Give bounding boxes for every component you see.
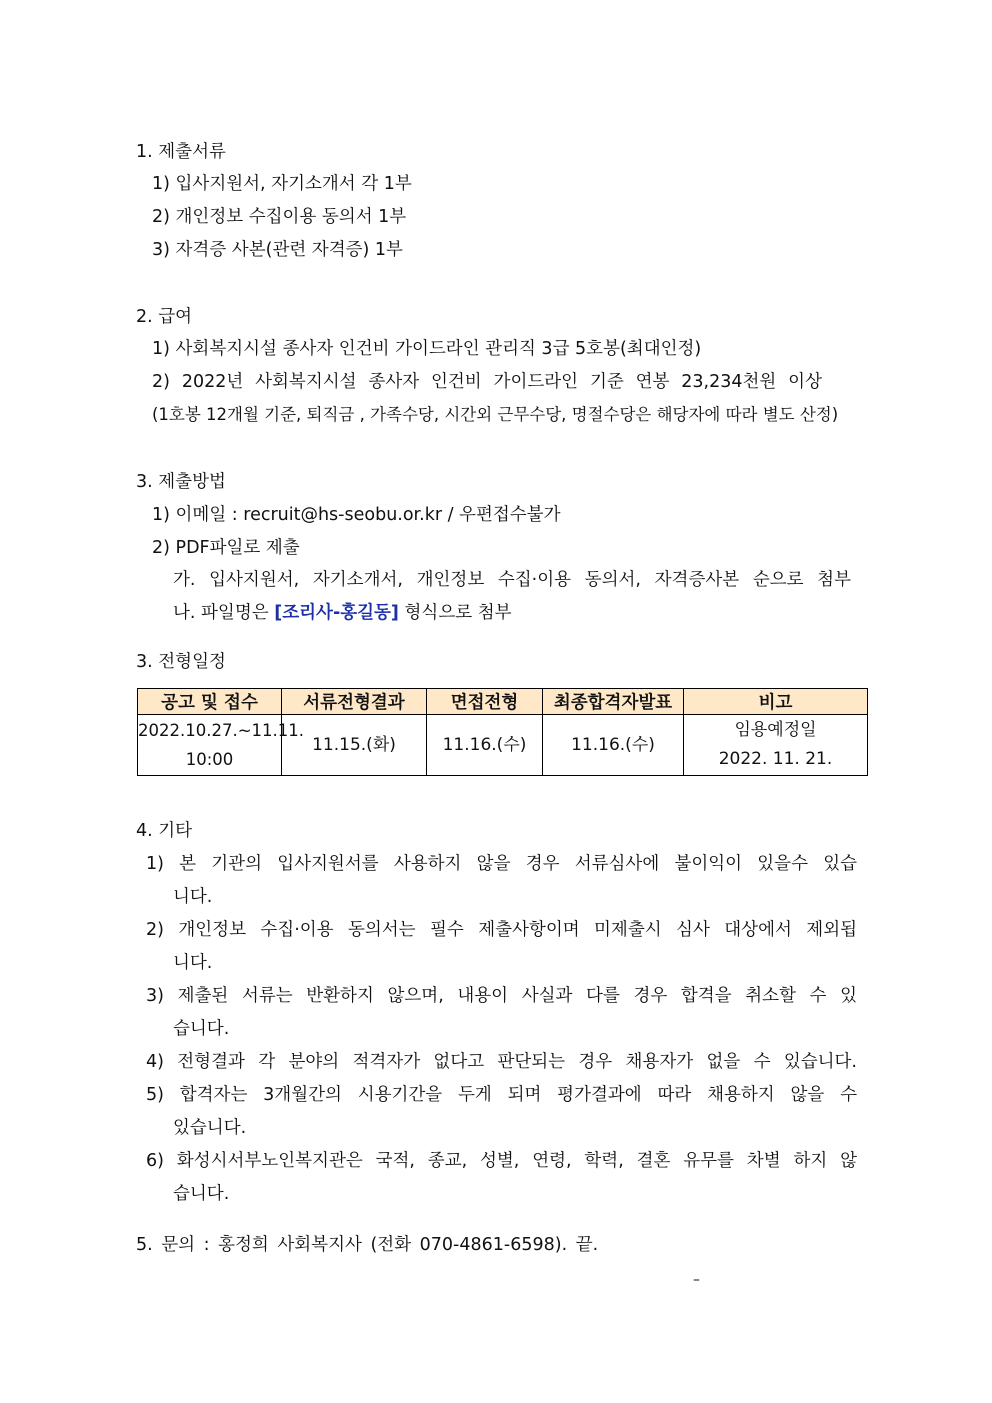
schedule-table: [137, 688, 868, 776]
list-item-continuation: 니다.: [173, 887, 213, 907]
list-item: 5) 합격자는 3개월간의 시용기간을 두게 되며 평가결과에 따라 채용하지 않을 수: [146, 1085, 857, 1105]
list-item: 4) 전형결과 각 분야의 적격자가 없다고 판단되는 경우 채용자가 없을 수 있습니다.: [146, 1052, 857, 1072]
filename-format: [조리사-홍길동]: [274, 603, 399, 623]
table-cell: [684, 715, 868, 776]
sub-item-ga: 가. 입사지원서, 자기소개서, 개인정보 수집·이용 동의서, 자격증사본 순으로 첨부: [173, 570, 851, 590]
contact-line: 5. 문의 : 홍정희 사회복지사 (전화 070-4861-6598). 끝.: [136, 1235, 599, 1255]
column-header: 최종합격자발표: [543, 689, 684, 715]
cell-line: 10:00: [185, 750, 234, 769]
column-header: 서류전형결과: [282, 689, 427, 715]
table-cell: 11.16.(수): [427, 715, 543, 776]
section-heading-submission-method: 3. 제출방법: [136, 472, 226, 492]
sub-item-na-suffix: 형식으로 첨부: [404, 603, 512, 623]
table-cell: [138, 715, 305, 776]
column-header: 면접전형: [427, 689, 543, 715]
cell-line: 임용예정일: [734, 720, 817, 740]
table-cell: 11.16.(수): [543, 715, 684, 776]
list-item: 2) 개인정보 수집·이용 동의서는 필수 제출사항이며 미제출시 심사 대상에서 제외됩: [146, 920, 857, 940]
sub-item-na-prefix: 나. 파일명은: [173, 603, 269, 623]
list-item: 1) 사회복지시설 종사자 인건비 가이드라인 관리직 3급 5호봉(최대인정): [152, 339, 702, 359]
list-item: 6) 화성시서부노인복지관은 국적, 종교, 성별, 연령, 학력, 결혼 유무를 차별 하지 않: [146, 1151, 857, 1171]
list-item: 1) 본 기관의 입사지원서를 사용하지 않을 경우 서류심사에 불이익이 있을수 있습: [146, 854, 857, 874]
cell-line: 2022. 11. 21.: [718, 749, 833, 769]
list-item-continuation: 니다.: [173, 953, 213, 973]
cell-line: 2022.10.27.~11.11.: [138, 721, 305, 740]
list-item-continuation: 있습니다.: [173, 1118, 247, 1138]
list-item: 2) 2022년 사회복지시설 종사자 인건비 가이드라인 기준 연봉 23,234천원 이상: [152, 372, 822, 392]
salary-note: (1호봉 12개월 기준, 퇴직금 , 가족수당, 시간외 근무수당, 명절수당은 해당자에 따라 별도 산정): [152, 405, 839, 424]
table-row: [138, 715, 868, 776]
section-heading-schedule: 3. 전형일정: [136, 652, 226, 672]
list-item: 3) 제출된 서류는 반환하지 않으며, 내용이 사실과 다를 경우 합격을 취소할 수 있: [146, 986, 857, 1006]
list-item-continuation: 습니다.: [173, 1184, 230, 1204]
list-item: 2) PDF파일로 제출: [152, 538, 300, 558]
section-heading-documents: 1. 제출서류: [136, 142, 226, 162]
column-header: 비고: [684, 689, 868, 715]
footer-mark: –: [693, 1272, 700, 1288]
table-cell: 11.15.(화): [282, 715, 427, 776]
table-header-row: [138, 689, 868, 715]
list-item-continuation: 습니다.: [173, 1019, 230, 1039]
sub-item-na: [173, 601, 512, 625]
column-header: 공고 및 접수: [138, 689, 282, 715]
list-item: 2) 개인정보 수집이용 동의서 1부: [152, 207, 407, 227]
list-item: 3) 자격증 사본(관련 자격증) 1부: [152, 240, 403, 260]
list-item: 1) 입사지원서, 자기소개서 각 1부: [152, 174, 412, 194]
section-heading-salary: 2. 급여: [136, 307, 193, 327]
section-heading-other: 4. 기타: [136, 821, 193, 841]
list-item-email: 1) 이메일 : recruit@hs-seobu.or.kr / 우편접수불가: [152, 505, 561, 525]
